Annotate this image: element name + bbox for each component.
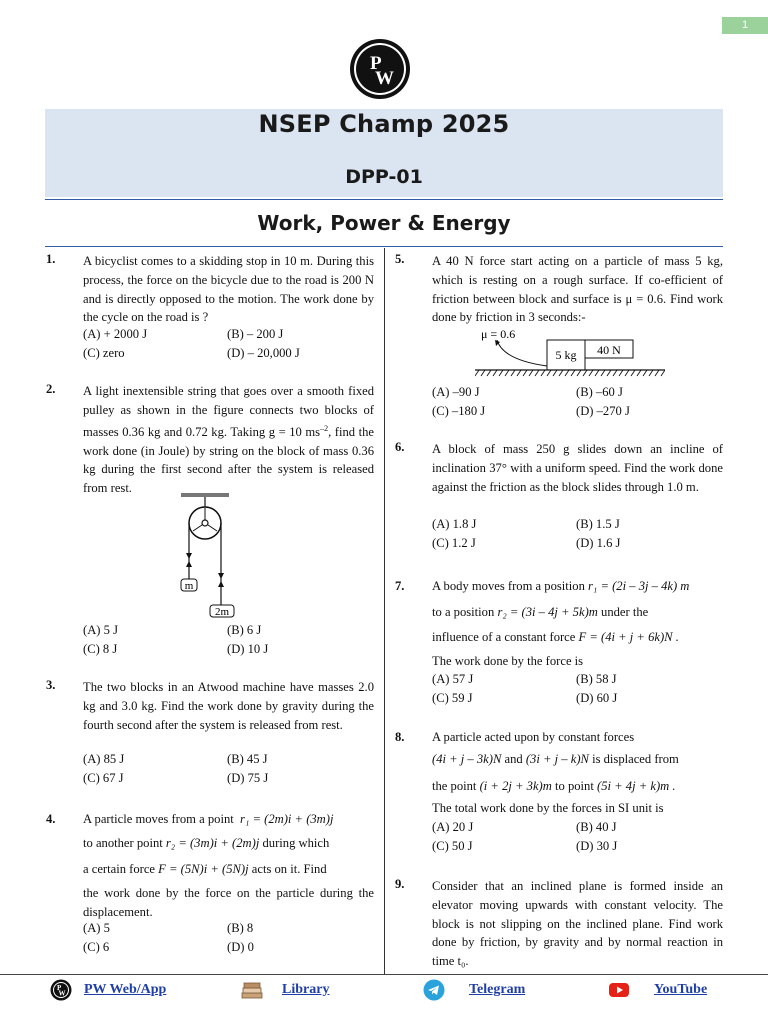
svg-text:P: P bbox=[57, 984, 62, 992]
option-d: (D) 1.6 J bbox=[576, 536, 621, 550]
question-text: A light inextensible string that goes over a smooth fixed pulley as shown in the figure connects two blocks of masses 0.36 kg and 0.72 kg. Taking g = 10 $ms^{-2}$, find the work done (in Joule) by string on the block of mass 0.36 kg during the first second after the system is released from rest. bbox=[83, 384, 375, 496]
youtube-icon bbox=[608, 979, 630, 1001]
question-text: The two blocks in an Atwood machine have masses 2.0 kg and 3.0 kg. Find the work done by gravity during the fourth second after the system is released from rest. bbox=[83, 680, 374, 732]
option-a: (A) 5 J bbox=[83, 623, 118, 637]
question-line: The work done by the force is bbox=[432, 654, 584, 668]
svg-text:W: W bbox=[375, 68, 394, 89]
option-c: (C) –180 J bbox=[432, 404, 486, 418]
option-b: (B) 1.5 J bbox=[576, 517, 620, 531]
question-text: A 40 N force start acting on a particle of mass 5 kg, which is resting on a rough surface. If co-efficient of friction between block and surface is μ = 0.6. Find work done by friction in 3 seconds:- bbox=[432, 254, 723, 325]
mass-m-label: m bbox=[184, 580, 194, 592]
mass-label: 5 kg bbox=[555, 348, 577, 362]
option-b: (B) 8 bbox=[227, 921, 254, 935]
question-line: A body moves from a position r₁ = (2i – 3j – 4k) m bbox=[432, 579, 690, 593]
option-c: (C) 1.2 J bbox=[432, 536, 476, 550]
question-4 bbox=[46, 812, 374, 962]
question-3 bbox=[46, 678, 374, 798]
footer-link-youtube[interactable] bbox=[608, 978, 707, 1002]
option-a: (A) 85 J bbox=[83, 752, 125, 766]
topic-title: Work, Power & Energy bbox=[257, 211, 511, 235]
question-number: 3. bbox=[46, 678, 56, 692]
option-c: (C) 59 J bbox=[432, 691, 473, 705]
pw-logo-icon bbox=[50, 979, 72, 1001]
option-c: (C) 50 J bbox=[432, 839, 473, 853]
question-number: 6. bbox=[395, 440, 405, 454]
option-c: (C) zero bbox=[83, 346, 125, 360]
question-number: 1. bbox=[46, 252, 56, 266]
page-title: NSEP Champ 2025 bbox=[258, 110, 510, 138]
pw-logo-icon bbox=[349, 38, 411, 100]
option-a: (A) + 2000 J bbox=[83, 327, 148, 341]
option-a: (A) 20 J bbox=[432, 820, 474, 834]
question-line: to a position r₂ = (3i – 4j + 5k)m under the bbox=[432, 605, 649, 619]
header-divider bbox=[45, 199, 723, 200]
option-b: (B) – 200 J bbox=[227, 327, 284, 341]
question-line: influence of a constant force F = (4i + j + 6k)N . bbox=[432, 630, 679, 644]
option-a: (A) 1.8 J bbox=[432, 517, 477, 531]
question-1 bbox=[46, 252, 374, 372]
option-c: (C) 67 J bbox=[83, 771, 124, 785]
force-label: 40 N bbox=[597, 343, 621, 357]
topic-divider bbox=[45, 246, 723, 247]
option-c: (C) 8 J bbox=[83, 642, 118, 656]
question-number: 4. bbox=[46, 812, 56, 826]
question-line: A particle acted upon by constant forces bbox=[432, 730, 635, 744]
footer-link-label[interactable]: YouTube bbox=[654, 982, 708, 997]
footer-divider bbox=[0, 974, 768, 975]
option-a: (A) –90 J bbox=[432, 385, 480, 399]
question-2 bbox=[46, 382, 374, 672]
option-b: (B) 58 J bbox=[576, 672, 617, 686]
footer-link-pw-web-app[interactable] bbox=[50, 978, 166, 1002]
option-d: (D) – 20,000 J bbox=[227, 346, 300, 360]
dpp-label: DPP-01 bbox=[345, 166, 423, 188]
footer-link-telegram[interactable] bbox=[423, 978, 525, 1002]
question-number: 9. bbox=[395, 877, 405, 891]
option-a: (A) 57 J bbox=[432, 672, 474, 686]
option-d: (D) 10 J bbox=[227, 642, 269, 656]
question-line: a certain force F = (5N)i + (5N)j acts on it. Find bbox=[83, 862, 327, 876]
option-a: (A) 5 bbox=[83, 921, 110, 935]
question-7 bbox=[395, 579, 723, 709]
friction-figure bbox=[475, 326, 665, 380]
footer-link-library[interactable] bbox=[236, 978, 329, 1002]
question-number: 7. bbox=[395, 579, 405, 593]
question-line: the point (i + 2j + 3k)m to point (5i + 4j + k)m . bbox=[432, 779, 676, 793]
option-b: (B) –60 J bbox=[576, 385, 623, 399]
question-line: The total work done by the forces in SI unit is bbox=[432, 801, 664, 815]
question-line: to another point r₂ = (3m)i + (2m)j during which bbox=[83, 836, 330, 850]
option-d: (D) –270 J bbox=[576, 404, 630, 418]
option-d: (D) 0 bbox=[227, 940, 254, 954]
option-c: (C) 6 bbox=[83, 940, 110, 954]
question-8 bbox=[395, 730, 723, 860]
footer-link-label[interactable]: Library bbox=[282, 982, 330, 997]
option-b: (B) 6 J bbox=[227, 623, 262, 637]
question-text: Consider that an inclined plane is formed inside an elevator moving upwards with constant velocity. The block is not slipping on the inclined plane. Find work done by friction, by gravity and by normal reaction in time t₀. bbox=[432, 879, 723, 969]
question-text: A block of mass 250 g slides down an incline of inclination 37° with a uniform speed. Find the work done against the friction as the block slides through 1.0 m. bbox=[432, 442, 723, 494]
option-d: (D) 30 J bbox=[576, 839, 618, 853]
footer-link-label[interactable]: Telegram bbox=[469, 982, 526, 997]
option-d: (D) 75 J bbox=[227, 771, 269, 785]
question-text: A bicyclist comes to a skidding stop in 10 m. During this process, the force on the bicycle due to the road is 200 N and is directly opposed to the motion. The work done by the cycle on the road is ? bbox=[83, 254, 374, 325]
question-5 bbox=[395, 252, 723, 422]
pulley-figure bbox=[171, 493, 241, 623]
column-divider bbox=[384, 248, 385, 974]
question-number: 8. bbox=[395, 730, 405, 744]
question-9 bbox=[395, 877, 723, 971]
page-number: 1 bbox=[722, 17, 768, 34]
telegram-icon bbox=[423, 979, 445, 1001]
question-number: 5. bbox=[395, 252, 405, 266]
books-icon bbox=[236, 979, 268, 1001]
option-b: (B) 45 J bbox=[227, 752, 268, 766]
svg-text:P: P bbox=[370, 53, 382, 74]
question-text: the work done by the force on the particle during the displacement. bbox=[83, 886, 374, 919]
question-line: A particle moves from a point r₁ = (2m)i + (3m)j bbox=[83, 812, 334, 826]
option-b: (B) 40 J bbox=[576, 820, 617, 834]
mu-label: μ = 0.6 bbox=[481, 327, 516, 341]
question-6 bbox=[395, 440, 723, 560]
footer-link-label[interactable]: PW Web/App bbox=[84, 982, 167, 997]
question-line: (4i + j – 3k)N and (3i + j – k)N is displaced from bbox=[432, 752, 679, 766]
option-d: (D) 60 J bbox=[576, 691, 618, 705]
mass-2m-label: 2m bbox=[214, 606, 230, 618]
question-number: 2. bbox=[46, 382, 56, 396]
svg-text:W: W bbox=[58, 989, 66, 998]
